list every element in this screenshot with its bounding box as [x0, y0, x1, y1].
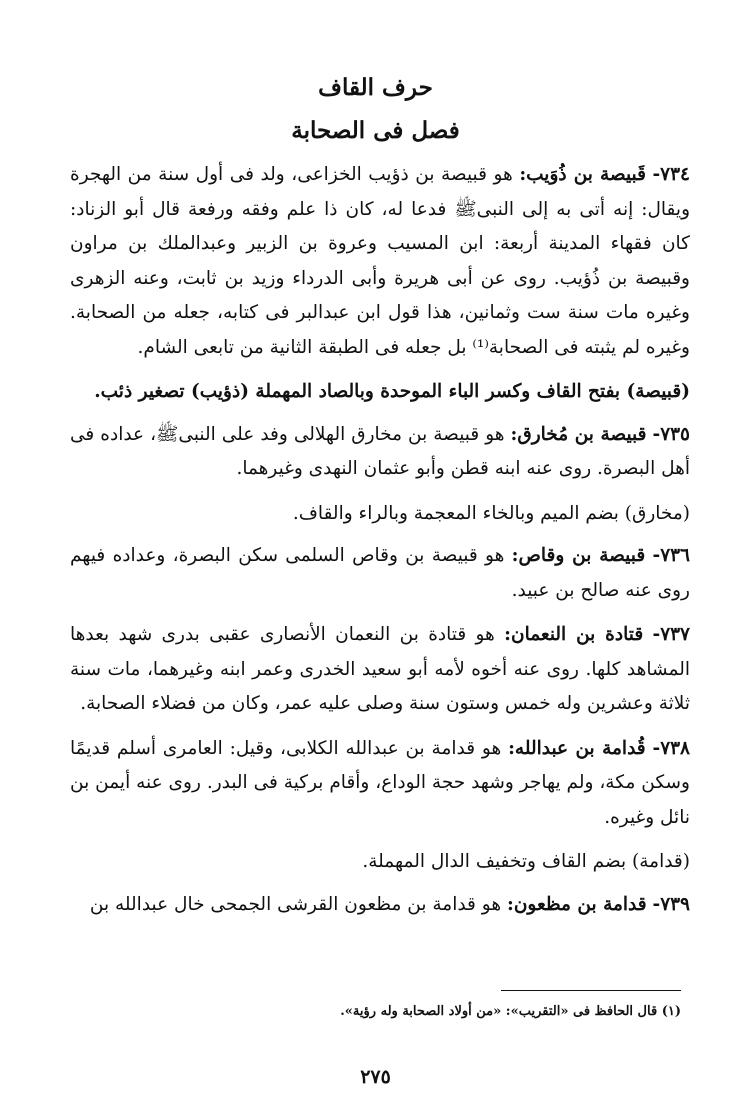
entry-text: هو قدامة بن مظعون القرشى الجمحى خال عبدالله بن	[89, 893, 502, 915]
entry-name: قبيصة بن وقاص:	[511, 545, 646, 566]
entry-text: هو قتادة بن النعمان الأنصارى عقبى بدرى شهد بعدها المشاهد كلها. روى عنه أخوه لأمه أبو سعيد الخدرى وعمر ابنه وغيرهما، مات سنة ثلاثة وعشرين وله خمس وستون سنة وصلى عليه عمر، وكان من فضلاء الصحابة.	[70, 624, 690, 714]
entry-739	[70, 888, 690, 923]
entry-number: ٧٣٩-	[652, 893, 690, 915]
entry-738-note: (قدامة) بضم القاف وتخفيف الدال المهملة.	[362, 851, 690, 872]
entry-number: ٧٣٥-	[652, 423, 690, 445]
entry-name: قُدامة بن عبدالله:	[508, 737, 646, 759]
entry-738	[70, 732, 690, 836]
section-title: فصل فى الصحابة	[291, 117, 460, 144]
entry-text: هو قبيصة بن ذؤيب الخزاعى، ولد فى أول سنة من الهجرة ويقال: إنه أتى به إلى النبىﷺ فدعا له، كان ذا علم وفقه ورفعة قال أبو الزناد: كان فقهاء المدينة أربعة: ابن المسيب وعروة بن الزبير وعبدالملك بن مراون وقبيصة بن ذُؤيب. روى عن أبى هريرة وأبى الدرداء وزيد بن ثابت، وعنه الزهرى وغيره مات سنة ست وثمانين، هذا قول ابن عبدالبر فى كتابه، جعله من الصحابة. وغيره لم يثبته فى الصحابة⁽¹⁾ بل جعله فى الطبقة الثانية من تابعى الشام.	[70, 164, 690, 358]
entry-name: قبيصة بن مُخارق:	[510, 423, 647, 445]
entry-name: قتادة بن النعمان:	[504, 624, 644, 645]
entry-number: ٧٣٨-	[652, 737, 690, 759]
entry-text: هو قدامة بن عبدالله الكلابى، وقيل: العامرى أسلم قديمًا وسكن مكة، ولم يهاجر وشهد حجة الوداع، وأقام بركية فى البدر. روى عنه أيمن بن نائل وغيره.	[70, 737, 690, 828]
entry-number: ٧٣٦-	[652, 545, 690, 566]
page-number: ٢٧٥	[360, 1066, 391, 1088]
entry-734	[70, 158, 690, 365]
entry-number: ٧٣٧-	[652, 624, 690, 645]
entry-name: قَبيصة بن ذُوَيب:	[519, 164, 646, 185]
entry-735	[70, 418, 690, 487]
entries-body	[70, 158, 690, 932]
entry-text: هو قبيصة بن وقاص السلمى سكن البصرة، وعداده فيهم روى عنه صالح بن عبيد.	[70, 545, 690, 601]
entry-737	[70, 618, 690, 722]
entry-name: قدامة بن مظعون:	[506, 893, 647, 915]
entry-735-note: (مخارق) بضم الميم وبالخاء المعجمة وبالراء والقاف.	[292, 502, 690, 524]
entry-736	[70, 539, 690, 608]
entry-text: هو قبيصة بن مخارق الهلالى وفد على النبىﷺ، عداده فى أهل البصرة. روى عنه ابنه قطن وأبو عثمان النهدى وغيرهما.	[70, 423, 690, 479]
entry-number: ٧٣٤-	[652, 164, 690, 185]
entry-734-note: (قبيصة) بفتح القاف وكسر الباء الموحدة وبالصاد المهملة (ذؤيب) تصغير ذئب.	[94, 381, 690, 402]
footnote: (١) قال الحافظ فى «التقريب»: «من أولاد الصحابة وله رؤية».	[340, 1004, 681, 1019]
footnote-divider	[501, 990, 681, 991]
letter-title: حرف القاف	[318, 74, 433, 101]
